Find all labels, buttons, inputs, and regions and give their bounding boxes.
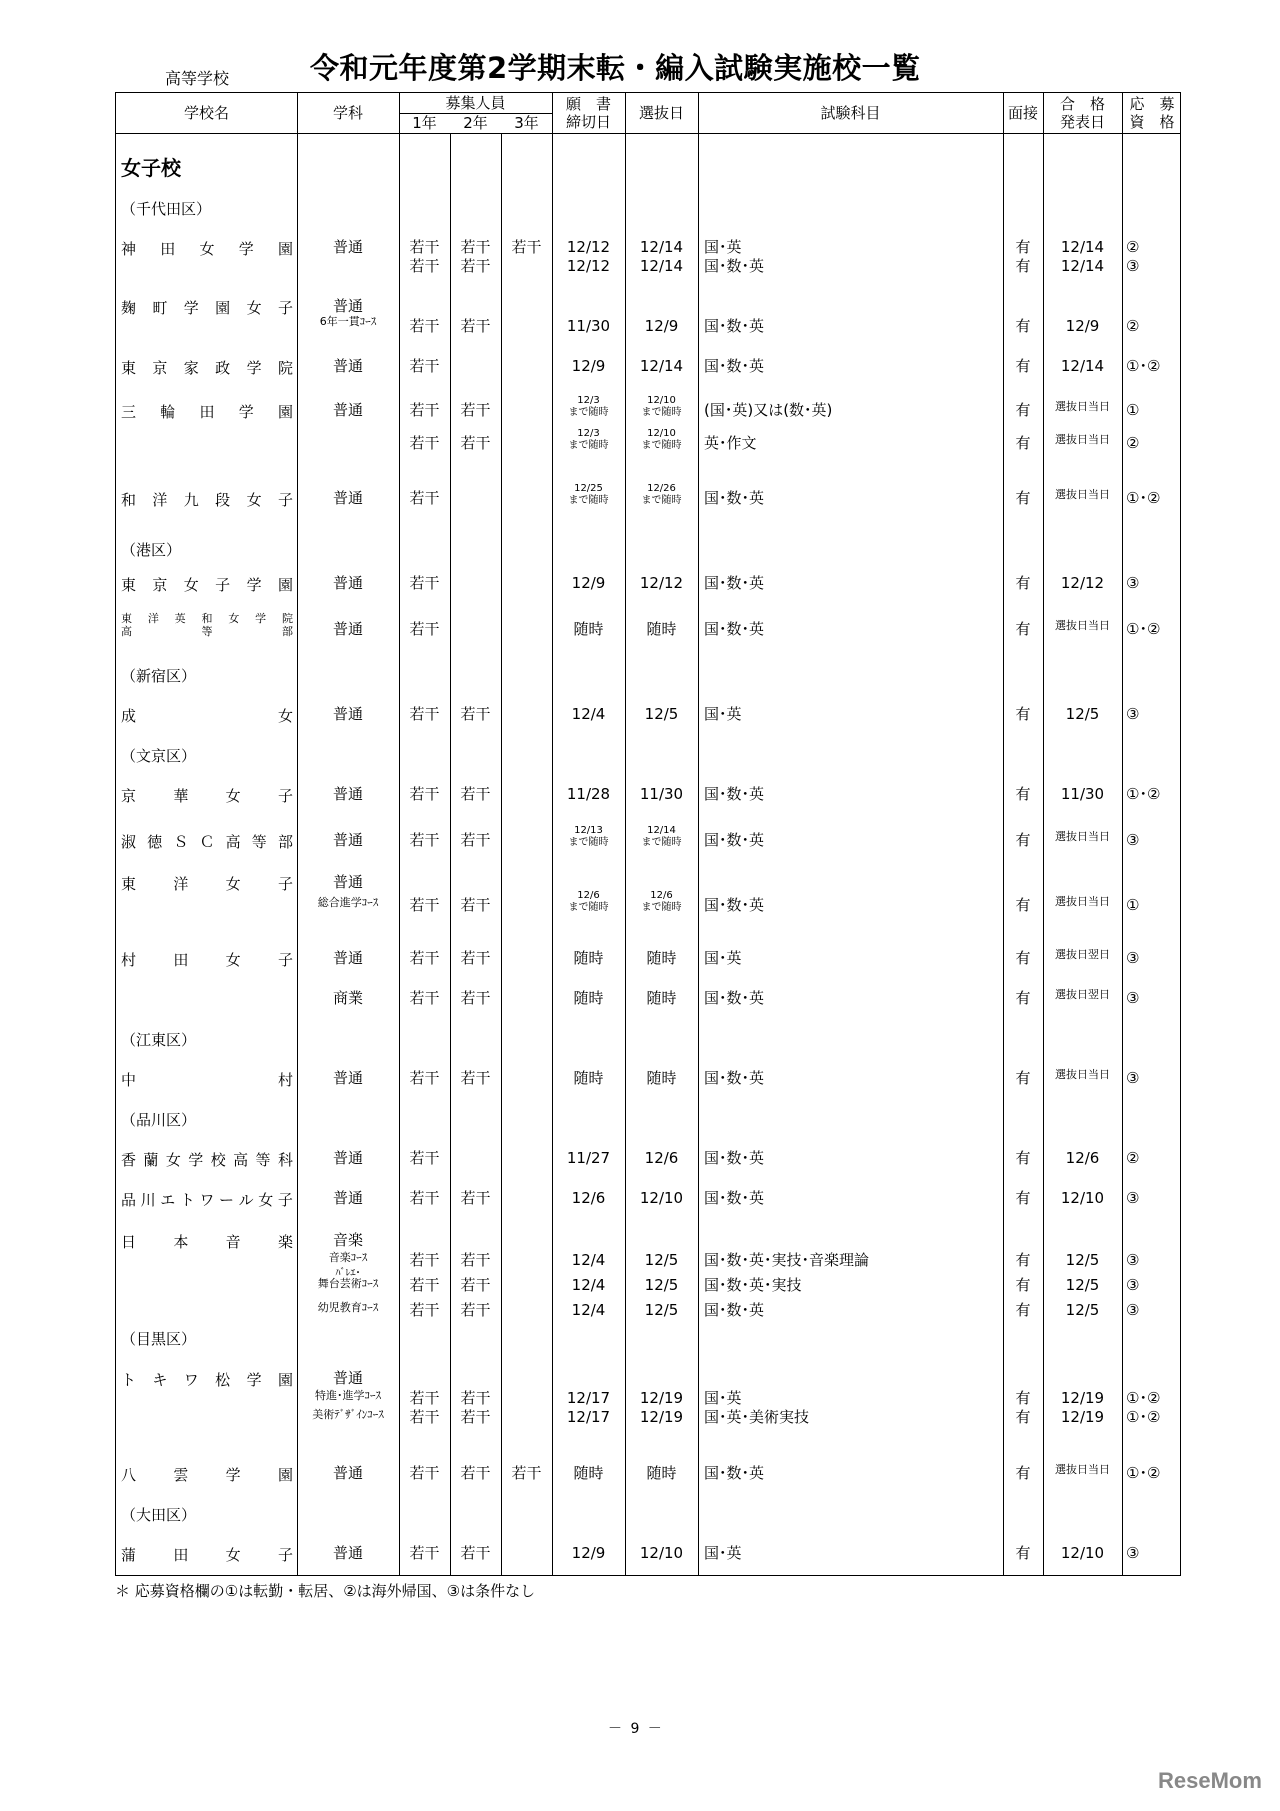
- table-cell-course: 普通: [332, 705, 363, 723]
- table-cell-res: 選抜日当日: [1055, 400, 1110, 413]
- table-cell-q: ③: [1126, 949, 1140, 967]
- table-cell-sub: (国･英)又は(数･英): [704, 401, 833, 419]
- table-cell-course: 幼児教育ｺｰｽ: [317, 1301, 379, 1314]
- table-cell-dl: 12/6: [577, 890, 600, 901]
- table-cell-ex: 12/14: [647, 825, 676, 836]
- table-cell-res: 12/5: [1065, 705, 1100, 723]
- table-cell-iv: 有: [1015, 357, 1031, 375]
- table-cell-res: 12/12: [1060, 574, 1105, 592]
- table-cell-y3: 若干: [511, 1464, 542, 1482]
- table-cell-res: 選抜日当日: [1055, 433, 1110, 446]
- table-cell-course: 舞台芸術ｺｰｽ: [317, 1277, 379, 1290]
- table-cell-course: 6年一貫ｺｰｽ: [319, 315, 377, 328]
- school-name: 和 洋 九 段 女 子: [121, 491, 293, 509]
- table-cell-sub: 英･作文: [704, 434, 757, 452]
- table-cell-ex: 12/6: [650, 890, 673, 901]
- col-course: 学科: [332, 104, 363, 122]
- table-cell-dl: まで随時: [568, 440, 609, 451]
- table-cell-q: ①･②: [1126, 1408, 1161, 1426]
- table-cell-ex: 12/5: [644, 1301, 679, 1319]
- table-cell-q: ①: [1126, 401, 1140, 419]
- table-cell-q: ③: [1126, 831, 1140, 849]
- table-cell-y1: 若干: [409, 1408, 440, 1426]
- table-cell-course: 普通: [332, 489, 363, 507]
- table-cell-course: 普通: [332, 1069, 363, 1087]
- table-cell-res: 12/19: [1060, 1408, 1105, 1426]
- table-cell-y1: 若干: [409, 1149, 440, 1167]
- school-name: 高 等 部: [121, 625, 293, 638]
- table-cell-y2: 若干: [460, 1276, 491, 1294]
- table-cell-ex: 12/10: [639, 1544, 684, 1562]
- ward-label: （新宿区）: [121, 667, 197, 685]
- ward-label: （千代田区）: [121, 200, 212, 218]
- table-cell-sub: 国･数･英: [704, 257, 765, 275]
- table-cell-y1: 若干: [409, 1544, 440, 1562]
- table-cell-q: ③: [1126, 989, 1140, 1007]
- school-name: 中 村: [121, 1071, 293, 1089]
- school-name: 蒲 田 女 子: [121, 1546, 293, 1564]
- ward-label: （港区）: [121, 541, 182, 559]
- table-cell-course: 普通: [332, 1189, 363, 1207]
- table-cell-y2: 若干: [460, 896, 491, 914]
- table-cell-dl: 11/28: [566, 785, 611, 803]
- table-cell-sub: 国･英: [704, 1544, 742, 1562]
- table-cell-res: 12/19: [1060, 1389, 1105, 1407]
- school-name: 麹 町 学 園 女 子: [121, 299, 293, 317]
- table-cell-dl: 12/9: [571, 1544, 606, 1562]
- table-cell-q: ①･②: [1126, 1464, 1161, 1482]
- table-cell-dl: 随時: [573, 620, 604, 638]
- table-cell-y1: 若干: [409, 401, 440, 419]
- table-cell-ex: 12/10: [647, 428, 676, 439]
- table-cell-res: 12/9: [1065, 317, 1100, 335]
- table-cell-res: 選抜日翌日: [1055, 988, 1110, 1001]
- school-name: 品 川 エ ト ワ ー ル 女 子: [121, 1191, 293, 1209]
- table-cell-ex: 12/14: [639, 238, 684, 256]
- table-cell-ex: 12/9: [644, 317, 679, 335]
- table-cell-iv: 有: [1015, 1464, 1031, 1482]
- table-cell-y1: 若干: [409, 1464, 440, 1482]
- section-girls: 女子校: [121, 156, 181, 180]
- table-cell-iv: 有: [1015, 831, 1031, 849]
- table-cell-y2: 若干: [460, 1544, 491, 1562]
- table-cell-q: ②: [1126, 1149, 1140, 1167]
- table-cell-course: 音楽: [332, 1231, 363, 1249]
- table-cell-y1: 若干: [409, 317, 440, 335]
- table-cell-dl: 12/17: [566, 1389, 611, 1407]
- school-name: 香 蘭 女 学 校 高 等 科: [121, 1151, 293, 1169]
- table-cell-y1: 若干: [409, 1276, 440, 1294]
- table-cell-ex: 11/30: [639, 785, 684, 803]
- table-cell-dl: 12/12: [566, 238, 611, 256]
- table-cell-y1: 若干: [409, 896, 440, 914]
- table-cell-res: 12/5: [1065, 1276, 1100, 1294]
- table-cell-iv: 有: [1015, 317, 1031, 335]
- table-cell-ex: 12/10: [639, 1189, 684, 1207]
- table-cell-y1: 若干: [409, 949, 440, 967]
- table-cell-ex: 12/14: [639, 357, 684, 375]
- table-cell-iv: 有: [1015, 896, 1031, 914]
- table-cell-dl: 12/25: [574, 483, 603, 494]
- table-cell-iv: 有: [1015, 949, 1031, 967]
- table-cell-ex: 随時: [646, 1464, 677, 1482]
- table-cell-y1: 若干: [409, 620, 440, 638]
- table-cell-y1: 若干: [409, 705, 440, 723]
- table-cell-course: 普通: [332, 785, 363, 803]
- table-cell-ex: 随時: [646, 949, 677, 967]
- table-cell-sub: 国･数･英: [704, 357, 765, 375]
- school-type-label: 高等学校: [165, 69, 230, 88]
- table-cell-q: ②: [1126, 434, 1140, 452]
- table-cell-dl: 12/12: [566, 257, 611, 275]
- table-cell-y1: 若干: [409, 785, 440, 803]
- table-cell-ex: 12/5: [644, 1276, 679, 1294]
- table-cell-res: 選抜日当日: [1055, 1463, 1110, 1476]
- table-cell-course: 普通: [332, 831, 363, 849]
- table-cell-dl: 12/3: [577, 395, 600, 406]
- col-recruit: 募集人員: [445, 94, 506, 112]
- table-cell-iv: 有: [1015, 785, 1031, 803]
- table-cell-ex: 12/14: [639, 257, 684, 275]
- table-cell-dl: まで随時: [568, 407, 609, 418]
- table-cell-course: 普通: [332, 1544, 363, 1562]
- table-cell-res: 選抜日翌日: [1055, 948, 1110, 961]
- table-cell-course: 普通: [332, 873, 363, 891]
- table-cell-y2: 若干: [460, 317, 491, 335]
- table-cell-sub: 国･英: [704, 1389, 742, 1407]
- table-cell-ex: 随時: [646, 620, 677, 638]
- table-cell-iv: 有: [1015, 1544, 1031, 1562]
- table-cell-y1: 若干: [409, 434, 440, 452]
- ward-label: （江東区）: [121, 1031, 197, 1049]
- table-cell-res: 12/14: [1060, 257, 1105, 275]
- page-title: 令和元年度第2学期末転・編入試験実施校一覧: [310, 51, 921, 85]
- col-subjects: 試験科目: [820, 104, 881, 122]
- table-cell-sub: 国･数･英: [704, 489, 765, 507]
- table-cell-course: 美術ﾃﾞｻﾞｲﾝｺｰｽ: [312, 1408, 384, 1421]
- table-cell-q: ③: [1126, 257, 1140, 275]
- table-cell-res: 12/10: [1060, 1189, 1105, 1207]
- school-name: 村 田 女 子: [121, 951, 293, 969]
- table-cell-y2: 若干: [460, 1251, 491, 1269]
- table-cell-iv: 有: [1015, 1301, 1031, 1319]
- table-cell-ex: 12/10: [647, 395, 676, 406]
- table-cell-iv: 有: [1015, 620, 1031, 638]
- school-name: 東 京 女 子 学 園: [121, 576, 293, 594]
- table-cell-sub: 国･英･美術実技: [704, 1408, 810, 1426]
- table-cell-y2: 若干: [460, 401, 491, 419]
- table-cell-iv: 有: [1015, 1389, 1031, 1407]
- table-cell-y1: 若干: [409, 1069, 440, 1087]
- table-cell-res: 選抜日当日: [1055, 619, 1110, 632]
- table-cell-res: 12/14: [1060, 357, 1105, 375]
- col-deadline: 願 書 締切日: [565, 95, 611, 131]
- table-cell-course: 普通: [332, 1369, 363, 1387]
- table-cell-ex: まで随時: [641, 495, 682, 506]
- table-cell-ex: 12/26: [647, 483, 676, 494]
- table-cell-iv: 有: [1015, 705, 1031, 723]
- table-cell-y2: 若干: [460, 705, 491, 723]
- col-exam-date: 選抜日: [638, 104, 684, 122]
- brand-logo: ReseMom: [1158, 1768, 1262, 1793]
- table-cell-y1: 若干: [409, 1389, 440, 1407]
- school-name: ト キ ワ 松 学 園: [121, 1371, 293, 1389]
- table-cell-y2: 若干: [460, 1389, 491, 1407]
- table-cell-course: 音楽ｺｰｽ: [328, 1251, 368, 1264]
- table-cell-dl: 12/9: [571, 574, 606, 592]
- table-cell-course: 普通: [332, 574, 363, 592]
- table-cell-q: ②: [1126, 238, 1140, 256]
- table-cell-dl: 11/27: [566, 1149, 611, 1167]
- table-cell-q: ③: [1126, 1069, 1140, 1087]
- table-cell-y1: 若干: [409, 1251, 440, 1269]
- table-cell-res: 選抜日当日: [1055, 830, 1110, 843]
- table-cell-y1: 若干: [409, 257, 440, 275]
- table-cell-dl: 随時: [573, 1069, 604, 1087]
- col-interview: 面接: [1007, 104, 1038, 122]
- page-number: － 9 －: [608, 1721, 664, 1737]
- col-y3: 3年: [514, 114, 539, 132]
- table-cell-iv: 有: [1015, 489, 1031, 507]
- table-cell-ex: まで随時: [641, 837, 682, 848]
- school-name: 東 洋 英 和 女 学 院: [121, 612, 293, 625]
- school-name: 八 雲 学 園: [121, 1466, 293, 1484]
- table-cell-q: ①･②: [1126, 489, 1161, 507]
- table-cell-dl: 随時: [573, 1464, 604, 1482]
- footnote: ＊ 応募資格欄の①は転勤・転居、②は海外帰国、③は条件なし: [115, 1582, 536, 1600]
- table-cell-res: 選抜日当日: [1055, 488, 1110, 501]
- table-cell-sub: 国･英: [704, 238, 742, 256]
- table-cell-res: 11/30: [1060, 785, 1105, 803]
- table-cell-dl: 12/17: [566, 1408, 611, 1426]
- table-cell-course: 普通: [332, 238, 363, 256]
- table-cell-course: 商業: [332, 989, 363, 1007]
- table-cell-iv: 有: [1015, 989, 1031, 1007]
- table-cell-dl: 12/6: [571, 1189, 606, 1207]
- table-cell-y1: 若干: [409, 1189, 440, 1207]
- table-cell-sub: 国･数･英: [704, 1069, 765, 1087]
- table-cell-dl: まで随時: [568, 902, 609, 913]
- table-cell-y2: 若干: [460, 785, 491, 803]
- table-cell-q: ③: [1126, 574, 1140, 592]
- table-cell-ex: 12/19: [639, 1389, 684, 1407]
- table-cell-ex: 12/5: [644, 1251, 679, 1269]
- table-cell-course: 普通: [332, 620, 363, 638]
- table-cell-sub: 国･数･英: [704, 1149, 765, 1167]
- table-cell-q: ①: [1126, 896, 1140, 914]
- table-cell-dl: 12/3: [577, 428, 600, 439]
- table-cell-iv: 有: [1015, 1408, 1031, 1426]
- table-cell-ex: 随時: [646, 989, 677, 1007]
- table-cell-iv: 有: [1015, 238, 1031, 256]
- table-cell-y2: 若干: [460, 238, 491, 256]
- table-cell-iv: 有: [1015, 434, 1031, 452]
- table-cell-res: 12/10: [1060, 1544, 1105, 1562]
- table-cell-dl: 12/4: [571, 1301, 606, 1319]
- table-cell-sub: 国･数･英: [704, 620, 765, 638]
- table-cell-dl: 12/13: [574, 825, 603, 836]
- table-cell-y2: 若干: [460, 1069, 491, 1087]
- col-qualification: 応 募 資 格: [1129, 95, 1175, 131]
- table-cell-ex: 12/19: [639, 1408, 684, 1426]
- table-cell-sub: 国･数･英: [704, 574, 765, 592]
- table-cell-iv: 有: [1015, 1149, 1031, 1167]
- table-cell-q: ③: [1126, 1544, 1140, 1562]
- table-cell-dl: 12/4: [571, 1276, 606, 1294]
- school-name: 三 輪 田 学 園: [121, 403, 293, 421]
- table-cell-sub: 国･数･英: [704, 785, 765, 803]
- table-cell-dl: 随時: [573, 949, 604, 967]
- table-cell-sub: 国･数･英･実技･音楽理論: [704, 1251, 870, 1269]
- table-cell-iv: 有: [1015, 1276, 1031, 1294]
- table-cell-sub: 国･英: [704, 949, 742, 967]
- table-cell-q: ①･②: [1126, 785, 1161, 803]
- ward-label: （文京区）: [121, 747, 197, 765]
- table-cell-y1: 若干: [409, 1301, 440, 1319]
- table-cell-iv: 有: [1015, 1069, 1031, 1087]
- table-cell-y2: 若干: [460, 831, 491, 849]
- table-cell-q: ③: [1126, 1251, 1140, 1269]
- table-cell-sub: 国･数･英: [704, 989, 765, 1007]
- ward-label: （大田区）: [121, 1506, 197, 1524]
- table-cell-y2: 若干: [460, 1408, 491, 1426]
- table-cell-ex: まで随時: [641, 407, 682, 418]
- table-cell-iv: 有: [1015, 574, 1031, 592]
- ward-label: （目黒区）: [121, 1330, 197, 1348]
- table-cell-y1: 若干: [409, 574, 440, 592]
- table-cell-y2: 若干: [460, 1464, 491, 1482]
- table-cell-dl: まで随時: [568, 495, 609, 506]
- table-cell-y1: 若干: [409, 831, 440, 849]
- table-cell-sub: 国･数･英: [704, 831, 765, 849]
- table-cell-iv: 有: [1015, 257, 1031, 275]
- table-cell-y2: 若干: [460, 989, 491, 1007]
- table-cell-y2: 若干: [460, 1301, 491, 1319]
- table-cell-ex: 12/6: [644, 1149, 679, 1167]
- table-cell-q: ③: [1126, 1276, 1140, 1294]
- table-cell-sub: 国･数･英: [704, 317, 765, 335]
- col-result: 合 格 発表日: [1059, 95, 1105, 131]
- table-cell-iv: 有: [1015, 401, 1031, 419]
- table-cell-ex: 12/12: [639, 574, 684, 592]
- table-cell-q: ②: [1126, 317, 1140, 335]
- school-name: 東 京 家 政 学 院: [121, 359, 293, 377]
- table-cell-ex: 随時: [646, 1069, 677, 1087]
- table-cell-dl: 12/4: [571, 705, 606, 723]
- col-school: 学校名: [183, 104, 229, 122]
- school-name: 神 田 女 学 園: [121, 240, 293, 258]
- table-cell-sub: 国･数･英･実技: [704, 1276, 802, 1294]
- table-cell-y2: 若干: [460, 949, 491, 967]
- table-cell-y2: 若干: [460, 257, 491, 275]
- table-cell-res: 選抜日当日: [1055, 895, 1110, 908]
- table-cell-res: 12/5: [1065, 1301, 1100, 1319]
- school-name: 成 女: [121, 707, 293, 725]
- table-cell-q: ①･②: [1126, 620, 1161, 638]
- table-cell-dl: 12/9: [571, 357, 606, 375]
- table-cell-res: 選抜日当日: [1055, 1068, 1110, 1081]
- table-cell-ex: 12/5: [644, 705, 679, 723]
- table-cell-iv: 有: [1015, 1189, 1031, 1207]
- school-name: 東 洋 女 子: [121, 875, 293, 893]
- table-cell-y1: 若干: [409, 238, 440, 256]
- table-cell-q: ③: [1126, 705, 1140, 723]
- school-name: 日 本 音 楽: [121, 1233, 293, 1251]
- exam-table: [115, 92, 1181, 1576]
- table-cell-course: 総合進学ｺｰｽ: [317, 896, 379, 909]
- table-cell-course: 普通: [332, 1149, 363, 1167]
- table-cell-ex: まで随時: [641, 902, 682, 913]
- table-cell-y1: 若干: [409, 989, 440, 1007]
- table-cell-q: ③: [1126, 1189, 1140, 1207]
- table-cell-res: 12/5: [1065, 1251, 1100, 1269]
- table-cell-dl: 11/30: [566, 317, 611, 335]
- table-cell-y1: 若干: [409, 357, 440, 375]
- table-cell-course: 普通: [332, 357, 363, 375]
- table-cell-course: ﾊﾞﾚｴ･: [335, 1268, 361, 1279]
- table-cell-course: 普通: [332, 1464, 363, 1482]
- col-y2: 2年: [463, 114, 488, 132]
- table-cell-course: 普通: [332, 401, 363, 419]
- table-cell-sub: 国･数･英: [704, 1189, 765, 1207]
- table-cell-sub: 国･数･英: [704, 896, 765, 914]
- table-cell-course: 特進･進学ｺｰｽ: [315, 1389, 381, 1402]
- table-cell-course: 普通: [332, 949, 363, 967]
- ward-label: （品川区）: [121, 1111, 197, 1129]
- table-cell-y2: 若干: [460, 434, 491, 452]
- table-cell-res: 12/6: [1065, 1149, 1100, 1167]
- table-cell-sub: 国･英: [704, 705, 742, 723]
- table-cell-q: ①･②: [1126, 357, 1161, 375]
- table-cell-y2: 若干: [460, 1189, 491, 1207]
- table-cell-iv: 有: [1015, 1251, 1031, 1269]
- school-name: 淑 徳 Ｓ Ｃ 高 等 部: [121, 833, 293, 851]
- table-cell-q: ③: [1126, 1301, 1140, 1319]
- table-cell-y3: 若干: [511, 238, 542, 256]
- table-cell-y1: 若干: [409, 489, 440, 507]
- table-cell-sub: 国･数･英: [704, 1301, 765, 1319]
- table-cell-ex: まで随時: [641, 440, 682, 451]
- table-cell-sub: 国･数･英: [704, 1464, 765, 1482]
- table-cell-dl: 12/4: [571, 1251, 606, 1269]
- table-cell-course: 普通: [332, 297, 363, 315]
- school-name: 京 華 女 子: [121, 787, 293, 805]
- table-cell-dl: まで随時: [568, 837, 609, 848]
- table-cell-res: 12/14: [1060, 238, 1105, 256]
- table-cell-dl: 随時: [573, 989, 604, 1007]
- col-y1: 1年: [412, 114, 437, 132]
- table-cell-q: ①･②: [1126, 1389, 1161, 1407]
